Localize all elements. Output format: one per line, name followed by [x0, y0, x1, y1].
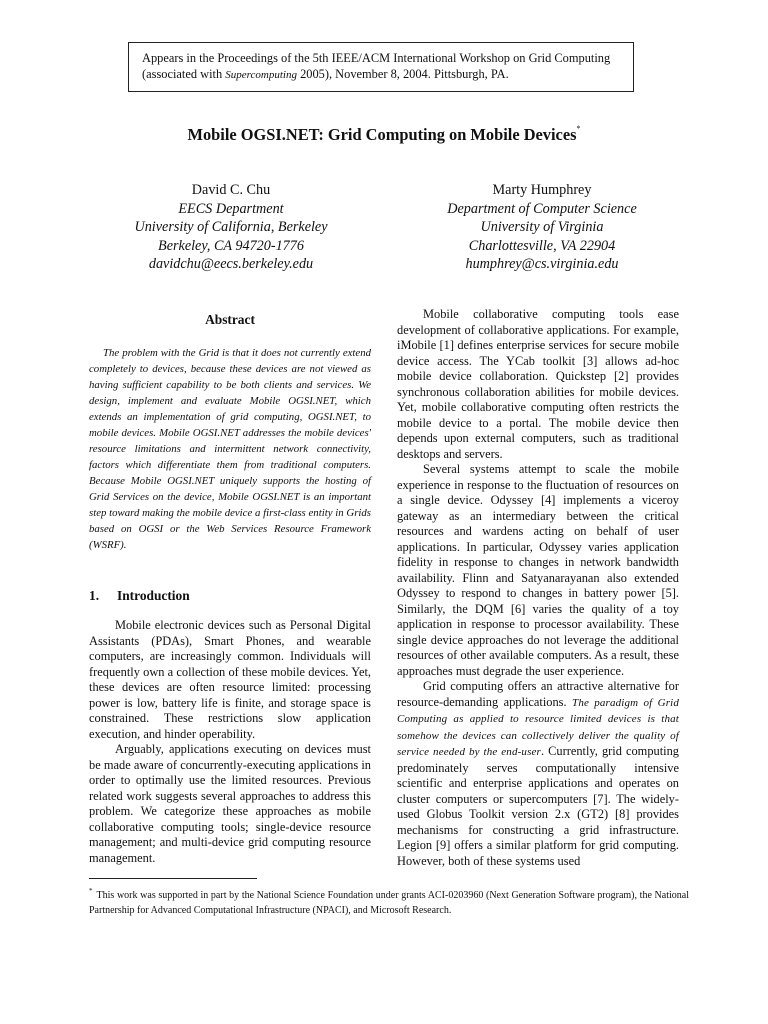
introduction-body [89, 618, 371, 866]
author-email: humphrey@cs.virginia.edu [465, 256, 619, 272]
author-university: University of California, Berkeley [134, 219, 328, 235]
notice-conference-name: Supercomputing [225, 69, 297, 81]
author-department: Department of Computer Science [447, 200, 637, 217]
right-column-body [397, 307, 679, 869]
author-city: Charlottesville, VA 22904 [468, 237, 616, 254]
paper-title-text: Mobile OGSI.NET: Grid Computing on Mobile Devices [187, 125, 577, 144]
author-email: davidchu@eecs.berkeley.edu [148, 256, 314, 272]
author-block-1 [86, 181, 376, 274]
abstract-heading: Abstract [205, 312, 255, 327]
paragraph [397, 679, 679, 869]
section-title: Introduction [117, 588, 190, 603]
notice-line-1: Appears in the Proceedings of the 5th IEEE/ACM International Workshop on Grid Computing [142, 51, 611, 65]
author-department: EECS Department [178, 200, 284, 217]
author-block-2 [397, 181, 687, 274]
footnote-text: This work was supported in part by the National Science Foundation under grants ACI-0203960 (Next Generation Software program), the National Partnership for Advanced Computational Infrastructure (NPACI), and Microsoft Research. [89, 890, 689, 916]
notice-line-2 [142, 66, 633, 83]
author-university: University of Virginia [480, 219, 604, 235]
paragraph: Arguably, applications executing on devices must be made aware of concurrently-executing applications in order to optimally use the limited resources. Previous related work suggests several approaches to address this problem. We categorize these approaches as mobile collaborative computing tools; single-device resource management; and multi-device grid computing resource management. [89, 742, 371, 865]
footnote-divider [89, 878, 257, 879]
emphasized-text: The paradigm of Grid Computing as applied to resource limited devices is that somehow the devices can collectively deliver the quality of service needed by the end-user [397, 696, 680, 758]
paragraph: Mobile collaborative computing tools ease development of collaborative applications. For example, iMobile [1] defines enterprise services for secure mobile device access. The YCab toolkit [3] allows ad-hoc mobile device collaboration. Quickstep [2] provides synchronous collaboration abilities for mobile devices. Yet, mobile collaborative computing often restricts the mobile device to a portal. The mobile device then depends upon external computers, such as traditional desktops and servers. [397, 307, 679, 461]
paragraph: Several systems attempt to scale the mobile experience in response to the fluctuation of resources on a single device. Odyssey [4] implements a viceroy gateway as an intermediary between the critical resources and wardens acting on behalf of user applications. In particular, Odyssey varies application fidelity in response to changes in network bandwidth availability. Flinn and Satyanarayanan also extended Odyssey to respond to changes in battery power [5]. Similarly, the DQM [6] varies the quality of a toy application in response to processor availability. These single device approaches do not leverage the additional resources of other available computers. As a result, these approaches must degrade the user experience. [397, 462, 679, 678]
notice-line-2-pre: (associated with [142, 67, 226, 81]
footnote [89, 884, 689, 918]
paper-title [0, 124, 768, 145]
paragraph-text: Grid computing offers an attractive alternative for resource-demanding applications. [397, 679, 679, 709]
paragraph: Mobile electronic devices such as Personal Digital Assistants (PDAs), Smart Phones, and wearable computers, are increasingly common. Individuals will frequently own a collection of these mobile devices. Yet, these devices are often resource limited: processing power is low, battery life is finite, and storage space is constrained. These restrictions slow application execution, and hinder operability. [89, 618, 371, 741]
notice-line-2-post: 2005), November 8, 2004. Pittsburgh, PA. [296, 67, 509, 81]
section-heading-introduction [89, 588, 190, 604]
proceedings-notice-box [128, 42, 634, 92]
abstract-text: The problem with the Grid is that it does not currently extend completely to devices, because these devices are not viewed as having sufficient capability to be both clients and services. We design, implement and evaluate Mobile OGSI.NET, which extends an implementation of grid computing, OGSI.NET, to mobile devices. Mobile OGSI.NET addresses the mobile devices' resource limitations and intermittent network connectivity, factors which differentiate them from traditional computers. Because Mobile OGSI.NET uniquely supports the hosting of Grid Services on the device, Mobile OGSI.NET is an important step toward making the mobile device a first-class entity in Grids based on OGSI or the Web Services Resource Framework (WSRF). [89, 347, 371, 551]
title-footnote-marker: * [576, 124, 581, 133]
footnote-marker: * [89, 887, 93, 895]
author-name: Marty Humphrey [492, 182, 592, 198]
author-name: David C. Chu [191, 182, 271, 198]
section-number: 1. [89, 588, 100, 603]
author-city: Berkeley, CA 94720-1776 [158, 237, 304, 254]
paragraph-text: . Currently, grid computing predominately serves computationally intensive scientific and enterprise applications and operates on cluster computers or supercomputers [7]. The widely-used Globus Toolkit version 2.x (GT2) [8] provides mechanisms for constructing a grid infrastructure. Legion [9] offers a similar platform for grid computing. However, both of these systems used [397, 744, 679, 868]
